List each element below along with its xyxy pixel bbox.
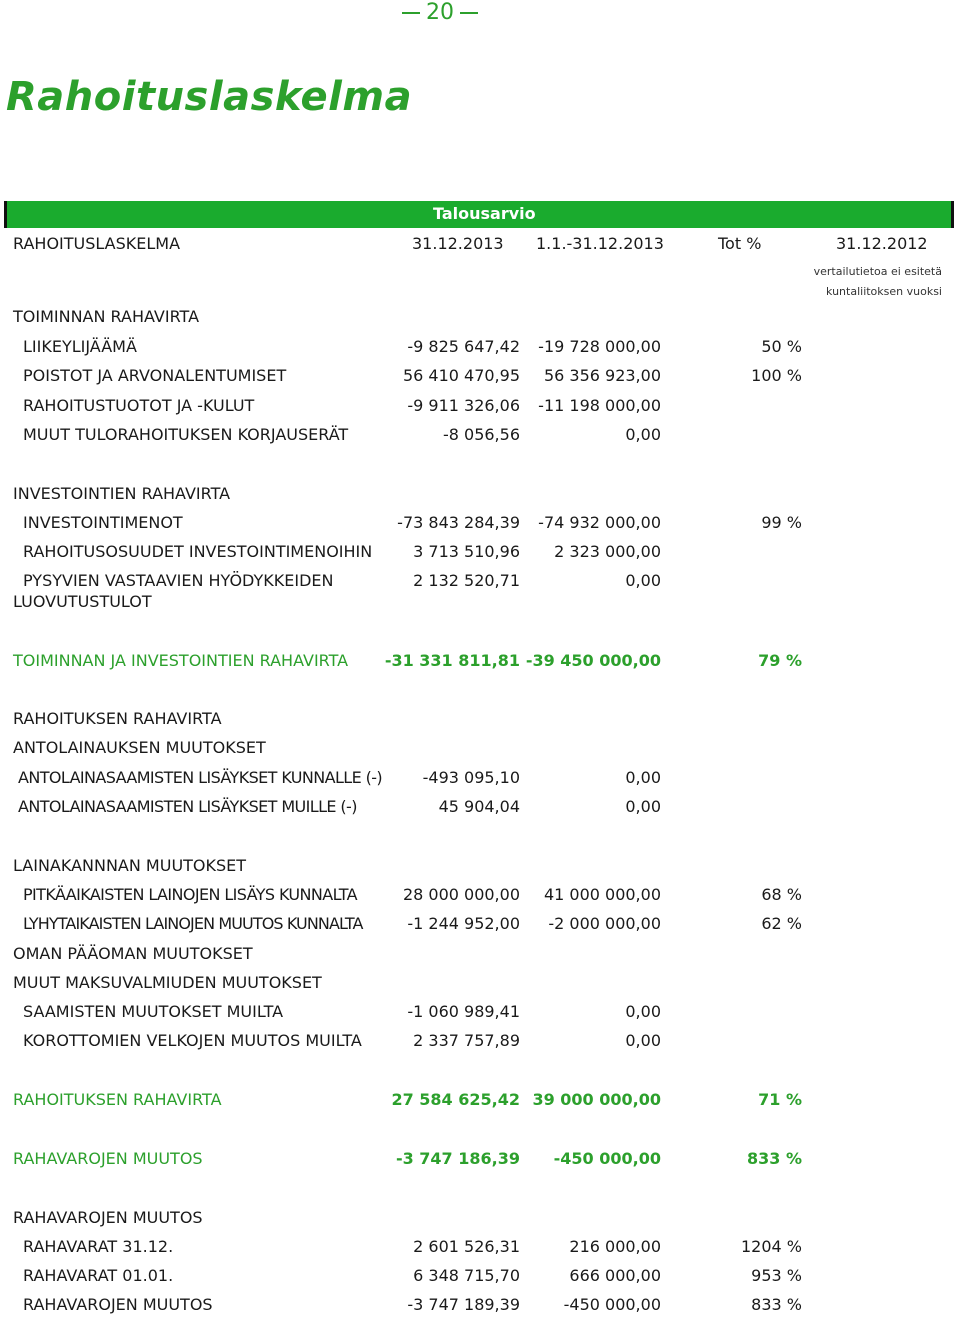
table-row [0,855,960,877]
row-value-2013: -3 747 189,39 [407,1295,520,1314]
row-value-budget: -2 000 000,00 [548,914,661,933]
row-value-2013: 3 713 510,96 [413,542,520,561]
table-row [0,884,960,906]
page-title: Rahoituslaskelma [6,74,413,120]
row-value-2013: -31 331 811,81 [384,651,520,670]
comparison-note-line2: kuntaliitoksen vuoksi [826,285,942,298]
row-value-budget: 666 000,00 [569,1266,661,1285]
row-value-2013: -1 060 989,41 [407,1002,520,1021]
row-value-budget: -19 728 000,00 [538,337,661,356]
row-value-percent: 100 % [751,366,802,385]
row-label: RAHOITUKSEN RAHAVIRTA [13,709,222,728]
row-value-2013: -3 747 186,39 [395,1149,520,1168]
row-value-percent: 833 % [751,1295,802,1314]
row-label: ANTOLAINASAAMISTEN LISÄYKSET KUNNALLE (-) [18,768,383,787]
row-label: INVESTOINTIEN RAHAVIRTA [13,484,231,503]
row-value-2013: -9 825 647,42 [407,337,520,356]
row-value-budget: 0,00 [625,1031,661,1050]
row-label: KOROTTOMIEN VELKOJEN MUUTOS MUILTA [23,1031,362,1050]
row-label: RAHAVAROJEN MUUTOS [13,1208,203,1227]
row-value-budget: 0,00 [625,1002,661,1021]
row-label: RAHAVARAT 31.12. [23,1237,174,1256]
row-value-2013: 56 410 470,95 [402,366,520,385]
column-header-row [0,233,960,255]
row-label: LYHYTAIKAISTEN LAINOJEN MUUTOS KUNNALTA [23,914,363,933]
table-row [0,336,960,358]
row-label [13,570,334,612]
table-row [0,1001,960,1023]
row-label: RAHAVAROJEN MUUTOS [13,1149,203,1168]
row-label: TOIMINNAN JA INVESTOINTIEN RAHAVIRTA [13,651,349,670]
row-value-percent: 50 % [761,337,802,356]
table-row [0,737,960,759]
row-label: ANTOLAINAUKSEN MUUTOKSET [13,738,266,757]
row-value-budget: 39 000 000,00 [532,1090,661,1109]
page-number-dash-left [402,12,420,14]
comparison-note [800,262,942,302]
row-label: MUUT MAKSUVALMIUDEN MUUTOKSET [13,973,322,992]
row-value-2013: 28 000 000,00 [402,885,520,904]
table-row [0,424,960,446]
table-row [0,1236,960,1258]
row-value-budget: 0,00 [625,797,661,816]
row-value-budget: -74 932 000,00 [538,513,661,532]
row-label: RAHAVARAT 01.01. [23,1266,174,1285]
column-header-label: RAHOITUSLASKELMA [13,234,181,253]
row-value-2013: 2 337 757,89 [413,1031,520,1050]
row-value-2013: 27 584 625,42 [391,1090,520,1109]
row-value-percent: 99 % [761,513,802,532]
row-label: POISTOT JA ARVONALENTUMISET [23,366,287,385]
table-row [0,541,960,563]
row-label-line2: LUOVUTUSTULOT [13,592,152,611]
row-value-budget: 41 000 000,00 [543,885,661,904]
row-value-2013: 2 132 520,71 [413,571,520,590]
column-header-2013: 31.12.2013 [412,234,504,253]
row-value-budget: -450 000,00 [553,1149,661,1168]
row-label: INVESTOINTIMENOT [23,513,183,532]
row-value-2013: -1 244 952,00 [407,914,520,933]
row-label: OMAN PÄÄOMAN MUUTOKSET [13,944,253,963]
row-value-percent: 79 % [758,651,802,670]
row-label: LAINAKANNNAN MUUTOKSET [13,856,247,875]
table-row-total [0,1148,960,1170]
row-value-percent: 71 % [758,1090,802,1109]
row-label: RAHOITUSOSUUDET INVESTOINTIMENOIHIN [23,542,373,561]
row-value-2013: -73 843 284,39 [397,513,520,532]
row-value-percent: 953 % [751,1266,802,1285]
row-value-2013: -8 056,56 [442,425,520,444]
table-row [0,796,960,818]
row-value-2013: -9 911 326,06 [407,396,520,415]
row-value-2013: -493 095,10 [422,768,520,787]
row-label: TOIMINNAN RAHAVIRTA [13,307,200,326]
table-row [0,483,960,505]
row-label: RAHOITUKSEN RAHAVIRTA [13,1090,222,1109]
table-row [0,1265,960,1287]
table-row [0,395,960,417]
row-label: PITKÄAIKAISTEN LAINOJEN LISÄYS KUNNALTA [23,885,358,904]
row-label: RAHAVAROJEN MUUTOS [23,1295,213,1314]
table-row [0,365,960,387]
row-label: SAAMISTEN MUUTOKSET MUILTA [23,1002,284,1021]
comparison-note-line1: vertailutietoa ei esitetä [813,265,942,278]
row-value-budget: -11 198 000,00 [538,396,661,415]
page-number [0,0,880,26]
row-value-budget: 0,00 [625,571,661,590]
row-value-percent: 68 % [761,885,802,904]
row-value-budget: 0,00 [625,425,661,444]
page-number-text: 20 [426,0,454,25]
row-label: RAHOITUSTUOTOT JA -KULUT [23,396,255,415]
row-value-budget: 2 323 000,00 [554,542,661,561]
row-value-2013: 2 601 526,31 [413,1237,520,1256]
table-row [0,1207,960,1229]
row-value-percent: 833 % [747,1149,802,1168]
row-value-budget: -39 450 000,00 [525,651,661,670]
column-header-2012: 31.12.2012 [836,234,928,253]
table-row-total [0,1089,960,1111]
column-header-budget-period: 1.1.-31.12.2013 [536,234,664,253]
table-row [0,972,960,994]
row-label-line1: PYSYVIEN VASTAAVIEN HYÖDYKKEIDEN [23,571,334,590]
table-row [0,306,960,328]
row-label: MUUT TULORAHOITUKSEN KORJAUSERÄT [23,425,349,444]
row-value-budget: -450 000,00 [563,1295,661,1314]
column-header-tot-percent: Tot % [718,234,762,253]
table-row [0,512,960,534]
row-value-budget: 216 000,00 [569,1237,661,1256]
row-value-2013: 6 348 715,70 [413,1266,520,1285]
row-label: ANTOLAINASAAMISTEN LISÄYKSET MUILLE (-) [18,797,357,816]
table-row [0,1030,960,1052]
page-number-dash-right [460,12,478,14]
budget-label: Talousarvio [433,204,536,223]
row-label: LIIKEYLIJÄÄMÄ [23,337,137,356]
table-row [0,1294,960,1316]
table-row [0,767,960,789]
table-row [0,913,960,935]
row-value-percent: 1204 % [740,1237,802,1256]
table-row [0,943,960,965]
budget-header-bar [4,201,954,228]
row-value-percent: 62 % [761,914,802,933]
table-row [0,708,960,730]
row-value-budget: 0,00 [625,768,661,787]
table-row [0,570,960,614]
row-value-budget: 56 356 923,00 [543,366,661,385]
row-value-2013: 45 904,04 [438,797,520,816]
table-row-total [0,650,960,672]
